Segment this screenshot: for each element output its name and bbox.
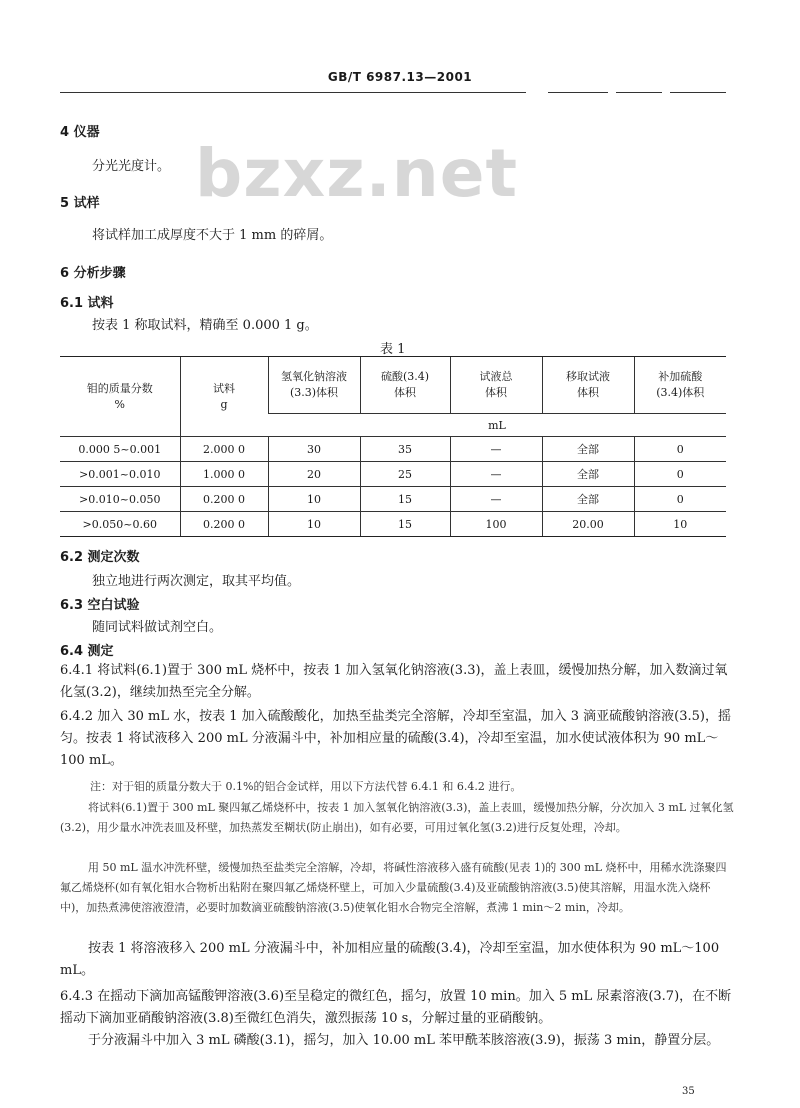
header-cell-text: 钼的质量分数 % (86, 381, 153, 411)
section-6-4-title: 6.4 测定 (60, 644, 114, 659)
table-row (60, 437, 726, 462)
table-cell: 10 (268, 487, 360, 512)
header-aliquot-volume (542, 357, 634, 414)
section-6-2-text: 独立地进行两次测定，取其平均值。 (92, 574, 301, 589)
header-h2so4-volume (360, 357, 450, 414)
standard-number: GB/T 6987.13—2001 (327, 70, 473, 84)
header-cell-text: 试料 g (213, 381, 235, 411)
table-cell: 20 (268, 462, 360, 487)
section-6-2-title: 6.2 测定次数 (60, 550, 140, 565)
table-cell: — (450, 437, 542, 462)
table-cell: 全部 (542, 462, 634, 487)
section-6-4-3-text: 6.4.3 在摇动下滴加高锰酸钾溶液(3.6)至呈稳定的微红色，摇匀，放置 10 min。加入 5 mL 尿素溶液(3.7)，在不断摇动下滴加亚硝酸钠溶液(3.8)至微红色消失，激烈振荡 10 s，分解过量的亚硝酸钠。 (60, 989, 732, 1026)
table-cell: 0 (634, 437, 726, 462)
note-heading: 注：对于钼的质量分数大于 0.1%的铝合金试样，用以下方法代替 6.4.1 和 6.4.2 进行。 (90, 780, 522, 793)
table-cell: 15 (360, 512, 450, 537)
section-4-title: 4 仪器 (60, 125, 100, 140)
header-mo-fraction (60, 357, 180, 437)
table-cell: 25 (360, 462, 450, 487)
table-cell: >0.050~0.60 (60, 512, 180, 537)
section-6-4-2-text: 6.4.2 加入 30 mL 水，按表 1 加入硫酸酸化，加热至盐类完全溶解，冷却至室温，加入 3 滴亚硫酸钠溶液(3.5)，摇匀。按表 1 将试液移入 200 mL 分液漏斗中，补加相应量的硫酸(3.4)，冷却至室温，加水使试液体积为 90 mL～100 mL。 (60, 709, 731, 768)
section-6-title: 6 分析步骤 (60, 266, 126, 281)
section-6-3-text: 随同试料做试剂空白。 (92, 620, 223, 635)
header-rule-segment (670, 92, 726, 93)
section-5-title: 5 试样 (60, 196, 100, 211)
table-cell: — (450, 487, 542, 512)
table-cell: 全部 (542, 487, 634, 512)
header-cell-text: 移取试液 体积 (566, 370, 610, 399)
header-rule (60, 92, 526, 93)
table-cell: 0.000 5~0.001 (60, 437, 180, 462)
table-cell: 100 (450, 512, 542, 537)
table-cell: 10 (268, 512, 360, 537)
header-cell-text: 补加硫酸 (3.4)体积 (656, 370, 705, 399)
section-6-1-text: 按表 1 称取试料，精确至 0.000 1 g。 (92, 318, 318, 333)
table-cell: >0.010~0.050 (60, 487, 180, 512)
section-6-4-3-text-2: 于分液漏斗中加入 3 mL 磷酸(3.1)，摇匀，加入 10.00 mL 苯甲酰苯胲溶液(3.9)，振荡 3 min，静置分层。 (88, 1033, 720, 1048)
table-header-row (60, 357, 726, 414)
header-cell-text: 硫酸(3.4) 体积 (380, 370, 430, 399)
table-cell: 0.200 0 (180, 512, 268, 537)
table-cell: 35 (360, 437, 450, 462)
table-cell: 2.000 0 (180, 437, 268, 462)
table-cell: 0 (634, 462, 726, 487)
table-row (60, 512, 726, 537)
table-cell: 1.000 0 (180, 462, 268, 487)
table-cell: >0.001~0.010 (60, 462, 180, 487)
table-row (60, 462, 726, 487)
header-total-volume (450, 357, 542, 414)
header-naoh-volume (268, 357, 360, 414)
page-number: 35 (682, 1086, 695, 1097)
table-row (60, 487, 726, 512)
section-6-1-title: 6.1 试料 (60, 296, 114, 311)
header-cell-text: 氢氧化钠溶液 (3.3)体积 (281, 370, 347, 399)
table-cell: 15 (360, 487, 450, 512)
header-sample-mass (180, 357, 268, 437)
table-caption: 表 1 (380, 342, 406, 357)
section-6-3-title: 6.3 空白试验 (60, 598, 140, 613)
table-1 (60, 356, 726, 537)
section-6-4-1-text: 6.4.1 将试料(6.1)置于 300 mL 烧杯中，按表 1 加入氢氧化钠溶液(3.3)，盖上表皿，缓慢加热分解，加入数滴过氧化氢(3.2)，继续加热至完全分解。 (60, 663, 728, 700)
section-4-text: 分光光度计。 (92, 159, 171, 174)
table-cell: 0 (634, 487, 726, 512)
header-rule-segment (548, 92, 608, 93)
unit-label: mL (268, 414, 726, 437)
table-cell: 20.00 (542, 512, 634, 537)
table-cell: 全部 (542, 437, 634, 462)
table-cell: 0.200 0 (180, 487, 268, 512)
table-cell: — (450, 462, 542, 487)
watermark: bzxz.net (195, 135, 519, 212)
header-extra-h2so4 (634, 357, 726, 414)
header-rule-segment (616, 92, 662, 93)
table-cell: 30 (268, 437, 360, 462)
note-paragraph: 按表 1 将溶液移入 200 mL 分液漏斗中，补加相应量的硫酸(3.4)，冷却至室温，加水使体积为 90 mL～100 mL。 (60, 941, 720, 978)
header-cell-text: 试液总 体积 (479, 370, 513, 399)
note-paragraph: 用 50 mL 温水冲洗杯壁，缓慢加热至盐类完全溶解，冷却，将碱性溶液移入盛有硫酸(见表 1)的 300 mL 烧杯中，用稀水洗涤聚四氟乙烯烧杯(如有氧化钼水合物析出粘附在聚四氟乙烯烧杯壁上，可加入少量硫酸(3.4)及亚硫酸钠溶液(3.5)使其溶解，用温水洗入烧杯中)，加热煮沸使溶液澄清，必要时加数滴亚硫酸钠溶液(3.5)使氧化钼水合物完全溶解，煮沸 1 min～2 min，冷却。 (60, 861, 727, 914)
section-5-text: 将试样加工成厚度不大于 1 mm 的碎屑。 (92, 228, 333, 243)
note-paragraph: 将试料(6.1)置于 300 mL 聚四氟乙烯烧杯中，按表 1 加入氢氧化钠溶液(3.3)，盖上表皿，缓慢加热分解，分次加入 3 mL 过氧化氢(3.2)，用少量水冲洗表皿及杯壁，加热蒸发至糊状(防止崩出)，如有必要，可用过氧化氢(3.2)进行反复处理，冷却。 (60, 801, 734, 834)
table-cell: 10 (634, 512, 726, 537)
